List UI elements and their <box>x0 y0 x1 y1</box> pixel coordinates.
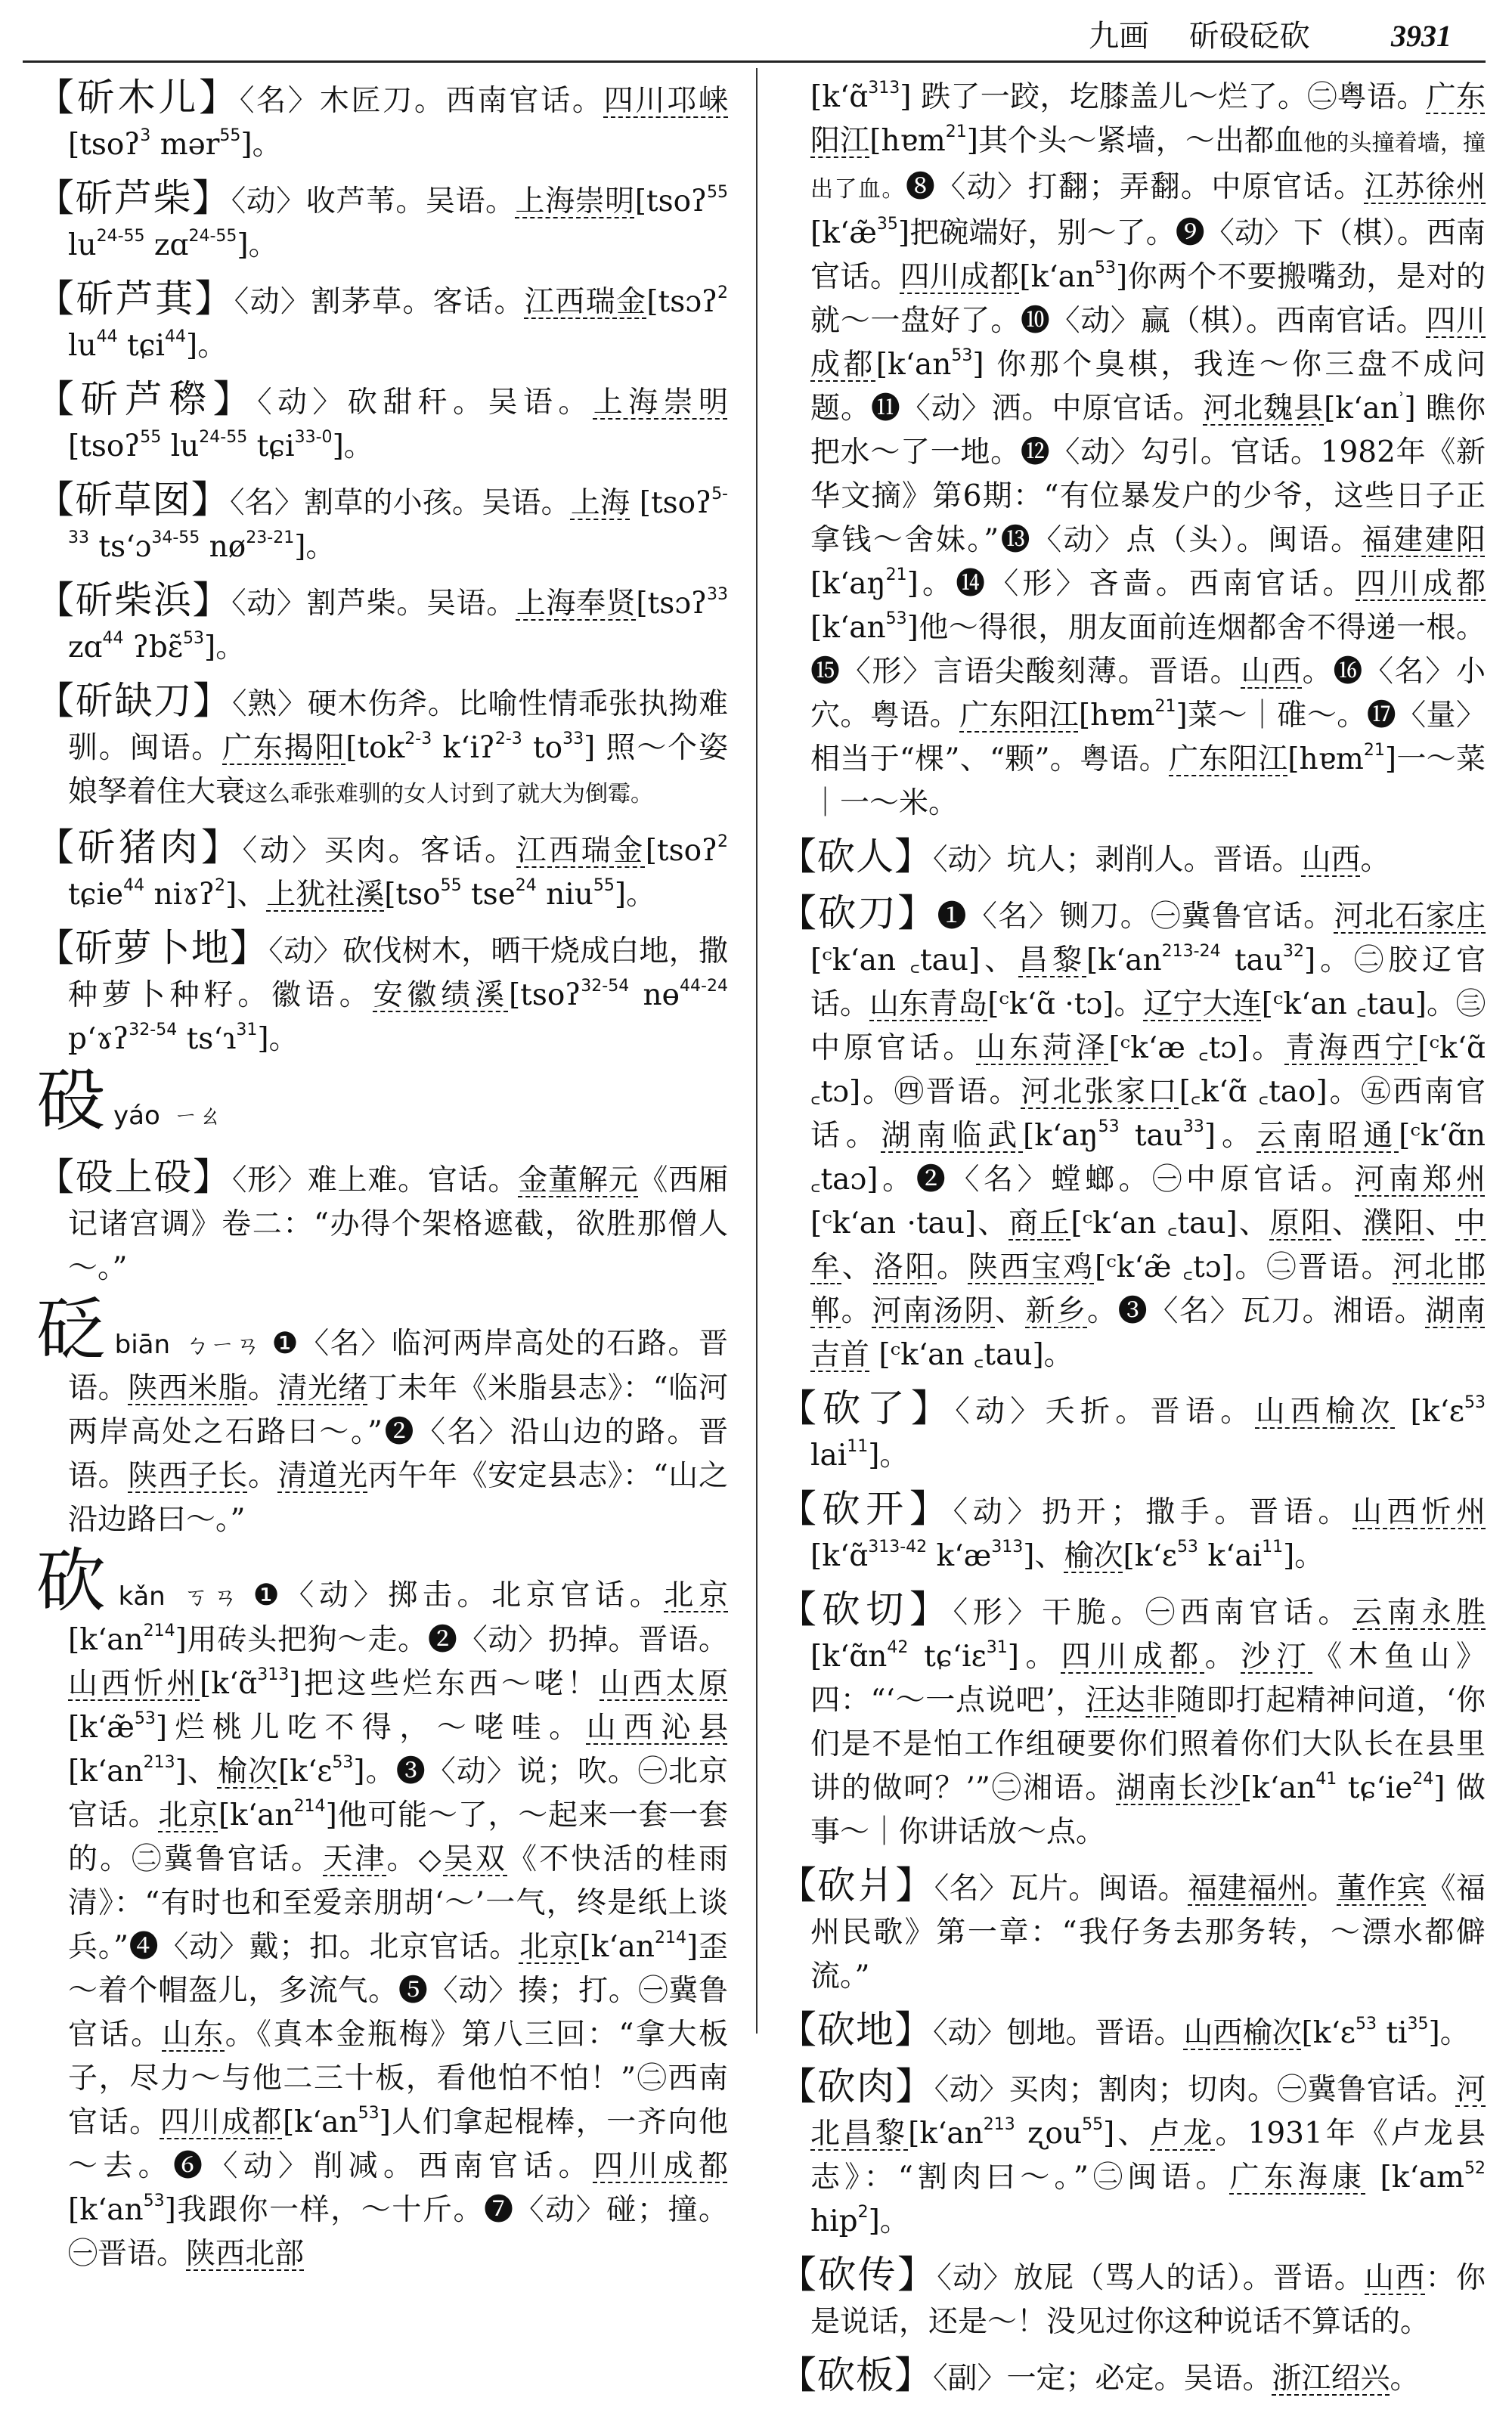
entry-definition: 〈名〉割草的小孩。吴语。上海 [tsoʔ$^{5-33}$ ts‘ɔ$^{34-55}$ $nø^{23-21}$]。 <box>68 485 728 564</box>
place-name: 北京 <box>519 1930 580 1964</box>
tone-number: 5-33 <box>68 485 728 547</box>
place-name: 上海奉贤 <box>516 587 637 621</box>
place-name: 福建福州 <box>1188 1872 1307 1906</box>
tone-number: 33 <box>562 730 584 748</box>
place-name: 陕西米脂 <box>128 1371 248 1405</box>
tone-number: 2-3 <box>404 730 432 748</box>
tone-number: 34-55 <box>151 528 200 547</box>
tone-number: 2-3 <box>494 730 522 748</box>
entry-definition: ❶〈动〉掷击。北京官话。北京 $[k‘an^{214}]$用砖头把狗～走。❷〈动〉扔掉。晋语。山西忻州[k‘ɑ̃$^{313}$]把这些烂东西～咾！山西太原[k‘æ̃$^{53}$]烂桃儿吃不得，～咾哇。山西沁县 $[k‘an^{213}]$、榆次[k‘ɛ$^{53}$]。❸〈动〉说；吹。㊀北京官话。北京$[k‘an^{214}]$他可能～了，～起来一套一套的。㊁冀鲁官话。天津。◇吴双《不快活的桂雨清》：“有时也和至爱亲朋胡‘～’一气，终是纸上谈兵。”❹〈动〉戴；扣。北京官话。北京$[k‘an^{214}]$歪～着个帽盔儿，多流气。❺〈动〉揍；打。㊀冀鲁官话。山东。《真本金瓶梅》第八三回：“拿大板子，尽力～与他二三十板，看他怕不怕！”㊁西南官话。四川成都$[k‘an^{53}]$人们拿起棍棒，一齐向他～去。❻〈动〉削减。西南官话。四川成都$[k‘an^{53}]$我跟你一样，～十斤。❼〈动〉碰；撞。㊀晋语。陕西北部 <box>68 1578 728 2271</box>
entry-headword: 【砓上砓】 <box>36 1155 232 1199</box>
place-name: 云南昭通 <box>1256 1119 1399 1153</box>
place-name: 四川成都 <box>810 304 1486 382</box>
entry-continuation <box>779 76 1486 826</box>
entry-definition: 〈动〉砍甜秆。吴语。上海崇明 [tsoʔ$^{55}$ $lu^{24-55}$ tɕi$^{33-0}$]。 <box>68 386 728 463</box>
tone-number: 21 <box>1363 741 1385 760</box>
place-name: 北京 <box>158 1798 218 1832</box>
entry-definition: 〈形〉干脆。㊀西南官话。云南永胜 [$k‘ɑ̃n^{42}$ tɕ‘iɛ$^{31}$]。四川成都。沙汀《木鱼山》四：“‘～一点说吧’，汪达非随即打起精神问道，‘你们是不是怕工作组硬要你们照着你们大队长在县里讲的做呵？’”㊁湘语。湖南长沙[$k‘an^{41}$ $tɕ‘ie^{24}$] 做事～｜你讲话放～点。 <box>810 1596 1486 1849</box>
tone-number: 53 <box>134 1709 156 1728</box>
tone-number: 53 <box>1095 259 1116 277</box>
stroke-section: 九画 <box>1089 19 1149 54</box>
dictionary-entry <box>36 277 728 368</box>
tone-number: 55 <box>219 126 241 145</box>
place-name: 汪达非 <box>1086 1684 1176 1718</box>
tone-number: 3 <box>140 126 151 145</box>
zhuyin: ㄅㄧㄢ <box>184 1330 262 1359</box>
place-name: 四川邛崃 <box>603 84 728 118</box>
entry-definition: ❶〈名〉临河两岸高处的石路。晋语。陕西米脂。清光绪丁未年《米脂县志》：“临河两岸高处之石路曰～。”❷〈名〉沿山边的路。晋语。陕西子长。清道光丙午年《安定县志》：“山之沿边路曰～。” <box>68 1327 728 1537</box>
tone-number: 11 <box>847 1437 869 1456</box>
tone-number: 2 <box>857 2203 869 2222</box>
tone-number: 55 <box>593 876 615 895</box>
tone-number: 42 <box>887 1638 909 1657</box>
pinyin: kǎn <box>118 1581 166 1612</box>
entry-headword: 【斫芦萁】 <box>36 277 234 321</box>
dictionary-entry <box>779 2065 1486 2244</box>
dictionary-entry <box>779 1863 1486 1999</box>
tone-number: 2 <box>717 283 728 302</box>
tone-number: 24-55 <box>199 428 248 447</box>
dictionary-entry <box>779 1386 1486 1478</box>
right-column <box>779 76 1486 2410</box>
place-name: 安徽绩溪 <box>373 978 509 1012</box>
place-name: 四川成都 <box>160 2105 283 2139</box>
place-name: 上海崇明 <box>515 184 635 218</box>
place-name: 金董解元 <box>518 1163 639 1197</box>
entry-headword: 【砍人】 <box>779 835 933 878</box>
entry-headword: 【砍肉】 <box>779 2065 934 2108</box>
dictionary-entry <box>36 176 728 268</box>
tone-number: 55 <box>440 876 462 895</box>
tone-number: 214 <box>655 1928 687 1947</box>
tone-number: 53 <box>1098 1117 1120 1136</box>
place-name: 广东阳江 <box>959 699 1079 733</box>
tone-number: 53 <box>183 629 204 648</box>
tone-number: 21 <box>945 122 967 141</box>
tone-number: 24-55 <box>188 227 237 246</box>
place-name: 山东 <box>162 2018 225 2052</box>
entry-definition: 〈形〉难上难。官话。金董解元《西厢记诸宫调》卷二：“办得个架格遮截，欲胜那僧人～。” <box>68 1163 728 1285</box>
tone-number: 53 <box>1176 1538 1198 1557</box>
gloss-note: 这么乖张难驯的女人讨到了就大为倒霉。 <box>245 781 654 807</box>
tone-number: 41 <box>1315 1770 1337 1789</box>
place-name: 河北昌黎 <box>810 2073 1486 2151</box>
place-name: 河北石家庄 <box>1334 900 1486 934</box>
character-entry-kan <box>36 1541 728 2276</box>
place-name: 清道光 <box>277 1459 368 1493</box>
dictionary-entry <box>779 1588 1486 1854</box>
place-name: 广东揭阳 <box>222 731 346 765</box>
tone-number: 21 <box>1154 697 1176 716</box>
tone-number: 32-54 <box>581 977 630 996</box>
dictionary-entry <box>779 2253 1486 2344</box>
place-name: 陕西宝鸡 <box>968 1250 1095 1284</box>
dictionary-entry <box>36 926 728 1061</box>
tone-number: 33 <box>1182 1117 1204 1136</box>
dictionary-entry <box>36 826 728 917</box>
place-name: 广东海康 <box>1229 2161 1366 2195</box>
tone-number: 313 <box>991 1538 1024 1557</box>
entry-headword: 【斫芦穄】 <box>36 377 258 421</box>
entry-definition: 〈动〉割芦柴。吴语。上海奉贤[tsɔʔ$^{33}$ zɑ$^{44}$ ʔbɛ̃$^{53}$]。 <box>68 585 728 664</box>
tone-number: 53 <box>951 346 973 365</box>
place-name: 上海崇明 <box>593 386 728 420</box>
place-name: 山西沁县 <box>586 1711 728 1745</box>
entry-definition: 〈动〉买肉。客话。江西瑞金[tsoʔ$^2$ tɕie$^{44}$ niɤʔ$^2$]、上犹社溪[tso$^{55}$ tse$^{24}$ niu$^{55}$]。 <box>68 832 728 912</box>
tone-number: 313 <box>868 79 900 98</box>
place-name: 江苏徐州 <box>1364 170 1486 204</box>
tone-number: 24 <box>515 876 537 895</box>
tone-number: 53 <box>1464 1393 1486 1412</box>
tone-number: 32-54 <box>129 1021 178 1039</box>
place-name: 陕西北部 <box>186 2237 305 2271</box>
entry-headword: 【砍板】 <box>779 2353 933 2397</box>
tone-number: 55 <box>1082 2115 1104 2134</box>
place-name: 江西瑞金 <box>524 285 647 319</box>
head-character: 砓 <box>36 1060 107 1141</box>
dictionary-entry <box>779 891 1486 1377</box>
place-name: 天津 <box>323 1842 387 1876</box>
tone-number: 21 <box>885 565 907 584</box>
place-name: 山西 <box>1301 843 1361 877</box>
tone-number: 44 <box>102 629 124 648</box>
dictionary-entry <box>36 578 728 670</box>
place-name: 山西忻州 <box>1352 1495 1486 1529</box>
place-name: 山西忻州 <box>68 1667 200 1701</box>
entry-headword: 【砍切】 <box>779 1588 953 1631</box>
place-name: 榆次 <box>1064 1539 1123 1573</box>
place-name: 湖南长沙 <box>1116 1771 1241 1805</box>
tone-number: 313-42 <box>868 1538 928 1557</box>
place-name: 福建建阳 <box>1362 523 1486 557</box>
zhuyin: ㄎㄢ <box>178 1582 243 1611</box>
dictionary-entry <box>779 835 1486 882</box>
gloss-note: 他的头撞着墙，撞出了血。 <box>810 130 1486 203</box>
entry-definition: 〈名〉木匠刀。西南官话。四川邛崃[tsoʔ$^3$ mər$^{55}$]。 <box>68 84 728 162</box>
place-name: 上犹社溪 <box>266 878 385 912</box>
tone-number: ʾ <box>1399 390 1405 409</box>
tone-number: 53 <box>1355 2015 1377 2034</box>
entry-definition: 〈动〉坑人；剥削人。晋语。山西。 <box>933 843 1390 877</box>
place-name: 山西太原 <box>600 1667 728 1701</box>
head-character: 砍 <box>36 1541 111 1622</box>
tone-number: 55 <box>140 428 162 447</box>
tone-number: 52 <box>1464 2159 1486 2178</box>
tone-number: 55 <box>707 183 728 202</box>
place-name: 陕西子长 <box>128 1459 248 1493</box>
place-name: 沙汀 <box>1241 1640 1313 1674</box>
place-name: 青海西宁 <box>1284 1031 1418 1065</box>
entry-headword: 【斫柴浜】 <box>36 578 232 622</box>
entry-headword: 【斫缺刀】 <box>36 679 232 723</box>
character-entry-bian <box>36 1289 728 1542</box>
tone-number: 32 <box>1283 942 1305 961</box>
place-name: 四川成都 <box>593 2149 728 2183</box>
left-column <box>36 76 728 2285</box>
place-name: 山西 <box>1241 655 1303 689</box>
entry-definition: 〈名〉瓦片。闽语。福建福州。董作宾《福州民歌》第一章：“我仔务去那务转，～漂水都僻流。” <box>810 1872 1486 1993</box>
tone-number: 44-24 <box>680 977 728 996</box>
entry-definition: [k‘ɑ̃$^{313}$] 跌了一跤，圪膝盖儿～烂了。㊁粤语。广东阳江[hɐm$^{21}$]其个头～紧墙，～出都血他的头撞着墙，撞出了血。❽〈动〉打翻；弄翻。中原官话。江苏徐州[k‘æ̃$^{35}$]把碗端好，别～了。❾〈动〉下（棋）。西南官话。四川成都$[k‘an^{53}]$你两个不要搬嘴劲，是对的就～一盘好了。❿〈动〉赢（棋）。西南官话。四川成都$[k‘an^{53}]$ 你那个臭棋，我连～你三盘不成问题。⓫〈动〉洒。中原官话。河北魏县$[k‘an^ʾ]$ 瞧你把水～了一地。⓬〈动〉勾引。官话。1982年《新华文摘》第6期：“有位暴发户的少爷，这些日子正拿钱～舍妹。”⓭〈动〉点（头）。闽语。福建建阳$[k‘aŋ^{21}]$。⓮〈形〉吝啬。西南官话。四川成都$[k‘an^{53}]$他～得很，朋友面前连烟都舍不得递一根。⓯〈形〉言语尖酸刻薄。晋语。山西。⓰〈名〉小穴。粤语。广东阳江[hɐm$^{21}$]菜～｜碓～。⓱〈量〉相当于“棵”、“颗”。粤语。广东阳江[hɐm$^{21}$]一～菜｜一～米。 <box>810 79 1486 820</box>
tone-number: 213-24 <box>1161 942 1221 961</box>
entry-headword: 【斫芦柴】 <box>36 176 231 220</box>
place-name: 江西瑞金 <box>516 834 646 868</box>
place-name: 云南永胜 <box>1352 1596 1486 1630</box>
entry-definition: 〈动〉砍伐树木，晒干烧成白地，撒种萝卜种籽。徽语。安徽绩溪[tsoʔ$^{32-54}$ nɵ$^{44-24}$ p‘ɤʔ$^{32-54}$ ts‘ɿ$^{31}$]。 <box>68 934 728 1056</box>
page-number: 3931 <box>1391 19 1452 53</box>
tone-number: 31 <box>986 1638 1008 1657</box>
place-name: 河北魏县 <box>1203 392 1325 426</box>
tone-number: 53 <box>143 2192 165 2210</box>
entry-definition: ❶〈名〉铡刀。㊀冀鲁官话。河北石家庄[ᶜk‘an ꜀tau]、昌黎[$k‘an^{213-24}$ tau$^{32}$]。㊁胶辽官话。山东青岛[ᶜk‘ɑ̃ ·tɔ]。辽宁大连[ᶜk‘an ꜀tau]。㊂中原官话。山东菏泽[ᶜk‘æ ꜀tɔ]。青海西宁[ᶜk‘ɑ̃ ꜀tɔ]。㊃晋语。河北张家口[꜀k‘ɑ̃ ꜀tao]。㊄西南官话。湖南临武[$k‘aŋ^{53}$ tau$^{33}$]。云南昭通[ᶜk‘ɑ̃n ꜀taɔ]。❷〈名〉螳螂。㊀中原官话。河南郑州 [ᶜk‘an ·tau]、商丘[ᶜk‘an ꜀tau]、原阳、濮阳、中牟、洛阳。陕西宝鸡[ᶜk‘æ̃ ꜀tɔ]。㊁晋语。河北邯郸。河南汤阴、新乡。❸〈名〉瓦刀。湘语。湖南吉首 [ᶜk‘an ꜀tau]。 <box>810 900 1486 1372</box>
place-name: 吴双 <box>443 1842 508 1876</box>
column-divider <box>756 68 758 2034</box>
place-name: 湖南吉首 <box>810 1294 1486 1372</box>
place-name: 四川成都 <box>1356 567 1486 601</box>
tone-number: 214 <box>143 1622 175 1640</box>
entry-definition: 〈动〉割茅草。客话。江西瑞金[tsɔʔ$^2$ $lu^{44}$ tɕi$^{44}$]。 <box>68 283 728 363</box>
entry-definition: 〈动〉放屁（骂人的话）。晋语。山西：你是说话，还是～！没见过你这种说话不算话的。 <box>810 2261 1486 2339</box>
dictionary-entry <box>779 2353 1486 2401</box>
place-name: 上海 <box>570 486 631 520</box>
entry-headword: 【砍地】 <box>779 2008 933 2052</box>
place-name: 新乡 <box>1025 1294 1087 1328</box>
tone-number: 2 <box>214 876 225 895</box>
tone-number: 53 <box>358 2104 380 2123</box>
tone-number: 44 <box>123 876 145 895</box>
tone-number: 213 <box>143 1753 175 1772</box>
entry-definition: 〈动〉夭折。晋语。山西榆次 [k‘ɛ$^{53}$ lai$^{11}$]。 <box>810 1393 1486 1473</box>
place-name: 卢龙 <box>1150 2117 1216 2151</box>
tone-number: 33 <box>706 585 728 604</box>
tone-number: 313 <box>257 1665 290 1684</box>
tone-number: 31 <box>236 1021 258 1039</box>
dictionary-entry <box>36 76 728 167</box>
head-character: 砭 <box>36 1289 107 1370</box>
place-name: 四川成都 <box>900 260 1020 294</box>
place-name: 昌黎 <box>1018 943 1087 977</box>
place-name: 山西 <box>1365 2261 1426 2295</box>
tone-number: 53 <box>332 1753 354 1772</box>
entry-definition: 〈动〉刨地。晋语。山西榆次[k‘ɛ$^{53}$ $ti^{35}$]。 <box>933 2015 1470 2050</box>
place-name: 广东阳江 <box>810 80 1486 158</box>
entry-definition: 〈动〉买肉；割肉；切肉。㊀冀鲁官话。河北昌黎[$k‘an^{213}$ ʐou$^{55}$]、卢龙。1931年《卢龙县志》：“割肉曰～。”㊁闽语。广东海康 [$k‘am^{52}$ hip$^2$]。 <box>810 2073 1486 2238</box>
running-header <box>1089 14 1482 59</box>
entry-headword: 【斫木儿】 <box>36 76 240 119</box>
tone-number: 53 <box>885 609 907 628</box>
dictionary-entry <box>779 2008 1486 2055</box>
tone-number: 44 <box>164 327 186 346</box>
tone-number: 44 <box>96 327 118 346</box>
dictionary-entry <box>36 1155 728 1290</box>
tone-number: 35 <box>876 215 898 234</box>
entry-headword: 【斫萝卜地】 <box>36 926 269 970</box>
entry-headword: 【斫猪肉】 <box>36 826 243 869</box>
place-name: 河南汤阴 <box>872 1294 995 1328</box>
entry-headword: 【砍开】 <box>779 1487 953 1531</box>
dictionary-entry <box>36 377 728 469</box>
place-name: 浙江绍兴 <box>1272 2362 1390 2396</box>
header-rule <box>23 60 1486 63</box>
place-name: 辽宁大连 <box>1143 987 1262 1021</box>
entry-definition: 〈动〉收芦苇。吴语。上海崇明[tsoʔ$^{55}$ $lu^{24-55}$ zɑ$^{24-55}$]。 <box>68 183 728 262</box>
tone-number: 35 <box>1407 2015 1429 2034</box>
entry-headword: 【砍传】 <box>779 2253 937 2297</box>
tone-number: 11 <box>1262 1538 1284 1557</box>
place-name: 北京 <box>664 1578 728 1612</box>
entry-definition: 〈动〉扔开；撒手。晋语。山西忻州 [k‘ɑ̃$^{313-42}$ $k‘æ^{313}$]、榆次[k‘ɛ$^{53}$ $k‘ai^{11}$]。 <box>810 1495 1486 1573</box>
entry-headword: 【砍爿】 <box>779 1863 934 1907</box>
tone-number: 23-21 <box>246 528 295 547</box>
dictionary-entry <box>779 1487 1486 1578</box>
place-name: 董作宾 <box>1337 1872 1427 1906</box>
dictionary-entry <box>36 679 728 816</box>
entry-headword: 【砍刀】 <box>779 891 937 935</box>
place-name: 清光绪 <box>277 1371 368 1405</box>
place-name: 商丘 <box>1009 1207 1071 1241</box>
tone-number: 2 <box>717 832 728 851</box>
entry-headword: 【斫草囡】 <box>36 478 230 522</box>
place-name: 洛阳 <box>873 1250 937 1284</box>
zhuyin: ㄧㄠ <box>173 1101 222 1130</box>
entry-definition: 〈熟〉硬木伤斧。比喻性情乖张执拗难驯。闽语。广东揭阳[tok$^{2-3}$ k‘iʔ$^{2-3}$ $to^{33}$] 照～个姿娘孥着住大衰这么乖张难驯的女人讨到了就大为倒霉。 <box>68 687 728 809</box>
tone-number: 33-0 <box>294 428 333 447</box>
tone-number: 214 <box>293 1797 326 1816</box>
character-heading-yao <box>36 1060 728 1152</box>
place-name: 河北张家口 <box>1021 1075 1179 1109</box>
place-name: 濮阳 <box>1362 1207 1425 1241</box>
entry-definition: 〈副〉一定；必定。吴语。浙江绍兴。 <box>933 2362 1420 2396</box>
place-name: 山西榆次 <box>1255 1395 1396 1429</box>
place-name: 山东青岛 <box>869 987 988 1021</box>
tone-number: 213 <box>983 2115 1015 2134</box>
place-name: 榆次 <box>217 1755 278 1789</box>
place-name: 中牟 <box>810 1207 1486 1284</box>
tone-number: 24 <box>1412 1770 1434 1789</box>
pinyin: yáo <box>113 1101 160 1131</box>
place-name: 山东菏泽 <box>976 1031 1109 1065</box>
pinyin: biān <box>114 1330 171 1360</box>
place-name: 四川成都 <box>1061 1640 1205 1674</box>
entry-headword: 【砍了】 <box>779 1386 956 1430</box>
place-name: 原阳 <box>1269 1207 1332 1241</box>
place-name: 山西榆次 <box>1183 2016 1302 2050</box>
place-name: 河北邯郸 <box>810 1250 1486 1328</box>
tone-number: 24-55 <box>96 227 145 246</box>
header-characters: 斫砓砭砍 <box>1188 19 1310 54</box>
place-name: 河南郑州 <box>1355 1163 1486 1197</box>
dictionary-entry <box>36 478 728 569</box>
place-name: 湖南临武 <box>881 1119 1023 1153</box>
place-name: 广东阳江 <box>1169 742 1288 776</box>
